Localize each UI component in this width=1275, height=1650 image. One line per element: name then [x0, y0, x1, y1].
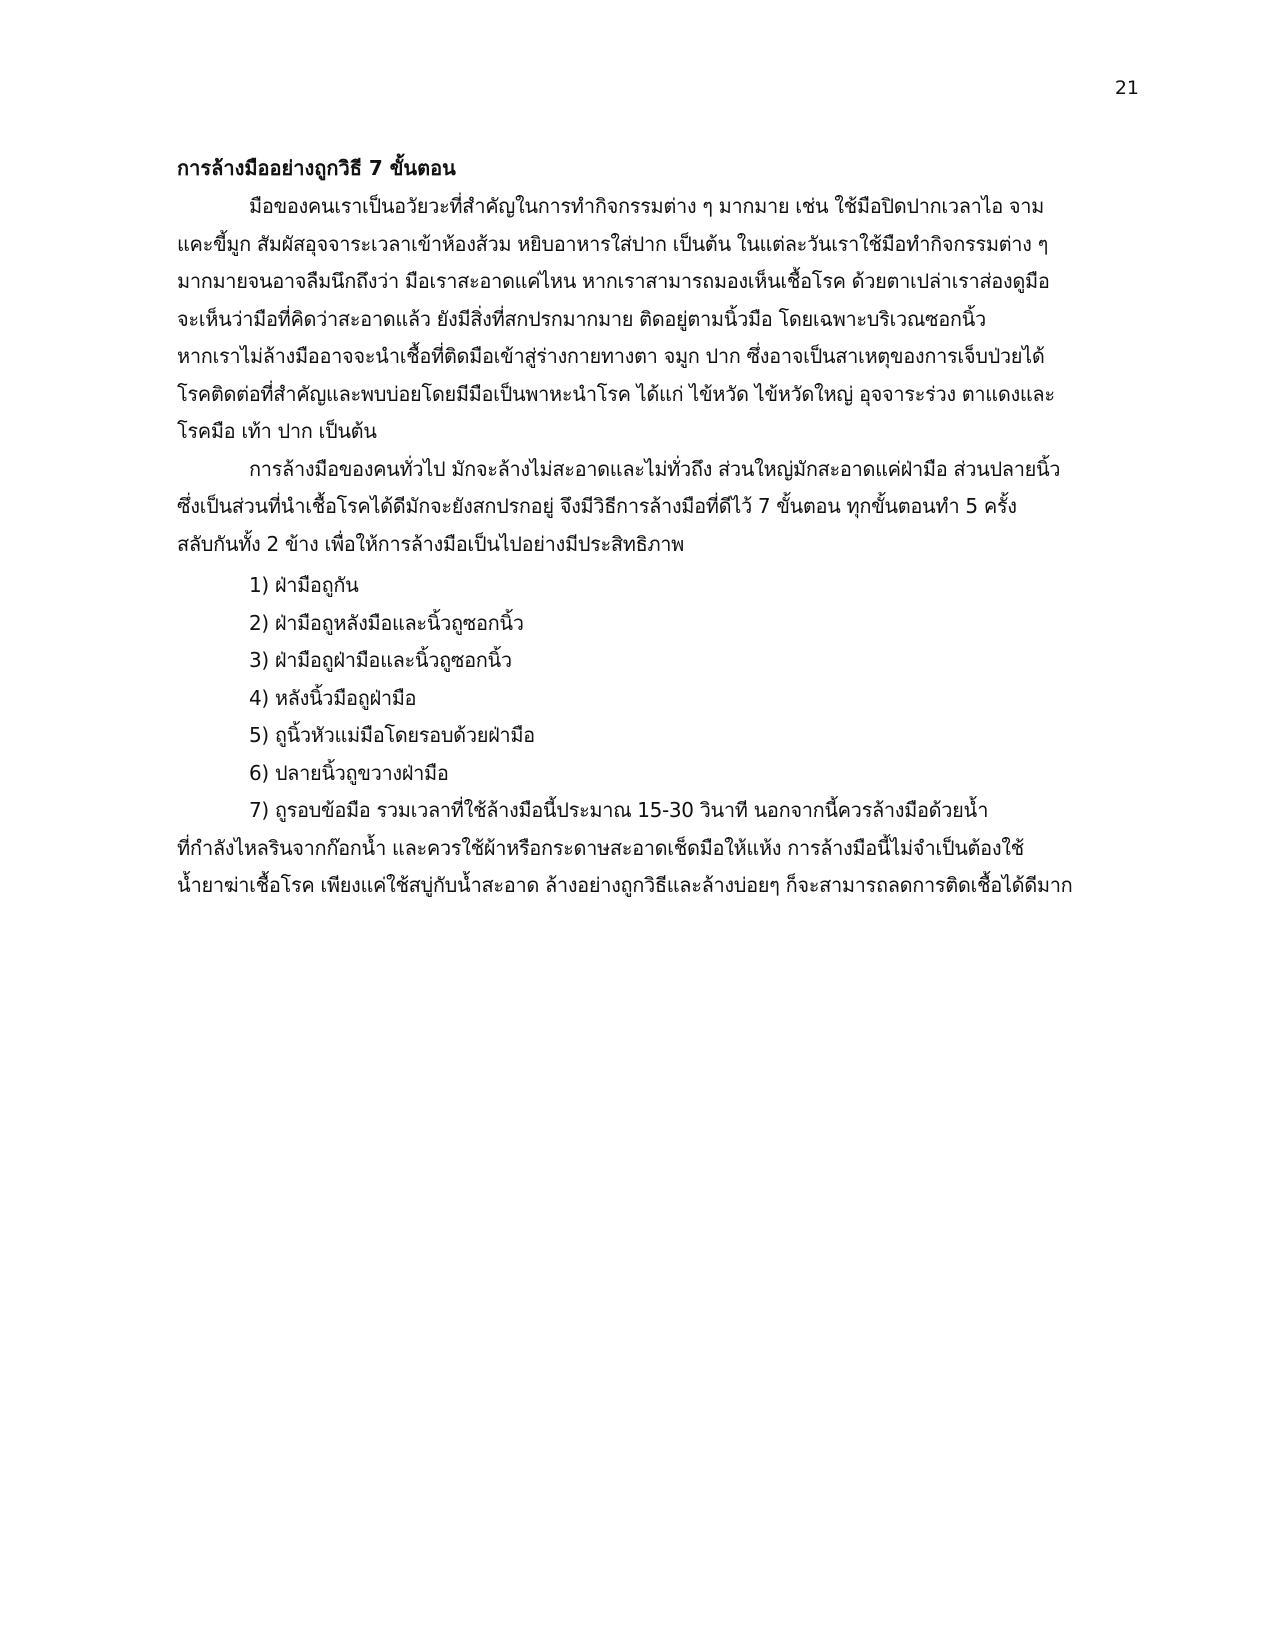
paragraph-line: แคะขี้มูก สัมผัสอุจจาระเวลาเข้าห้องส้วม หยิบอาหารใส่ปาก เป็นต้น ในแต่ละวันเราใช้มือทำกิจกรรมต่าง ๆ: [177, 231, 1048, 256]
paragraph-washing-method: [177, 451, 1107, 564]
paragraph-line: หากเราไม่ล้างมืออาจจะนำเชื้อที่ติดมือเข้าสู่ร่างกายทางตา จมูก ปาก ซึ่งอาจเป็นสาเหตุของการเจ็บป่วยได้: [177, 344, 1045, 368]
list-item: 5) ถูนิ้วหัวแม่มือโดยรอบด้วยฝ่ามือ: [249, 723, 535, 747]
paragraph-line: โรคมือ เท้า ปาก เป็นต้น: [177, 419, 377, 443]
paragraph-line: สลับกันทั้ง 2 ข้าง เพื่อให้การล้างมือเป็นไปอย่างมีประสิทธิภาพ: [177, 531, 685, 556]
list-item: 7) ถูรอบข้อมือ รวมเวลาที่ใช้ล้างมือนี้ประมาณ 15-30 วินาที นอกจากนี้ควรล้างมือด้วยน้ำ: [249, 798, 989, 822]
document-body: [177, 150, 1107, 905]
paragraph-line: ที่กำลังไหลรินจากก๊อกน้ำ และควรใช้ผ้าหรือกระดาษสะอาดเช็ดมือให้แห้ง การล้างมือนี้ไม่จำเป็นต้องใช้: [177, 835, 1024, 860]
list-item: 4) หลังนิ้วมือถูฝ่ามือ: [249, 685, 417, 710]
steps-list: [177, 567, 1107, 830]
list-item: 2) ฝ่ามือถูหลังมือและนิ้วถูซอกนิ้ว: [249, 610, 524, 635]
paragraph-line: โรคติดต่อที่สำคัญและพบบ่อยโดยมีมือเป็นพาหะนำโรค ได้แก่ ไข้หวัด ไข้หวัดใหญ่ อุจจาระร่วง ตาแดงและ: [177, 381, 1055, 406]
paragraph-hand-importance: [177, 188, 1107, 451]
list-item: 1) ฝ่ามือถูกัน: [249, 573, 359, 597]
paragraph-closing: [177, 830, 1107, 905]
paragraph-line: มากมายจนอาจลืมนึกถึงว่า มือเราสะอาดแค่ไหน หากเราสามารถมองเห็นเชื้อโรค ด้วยตาเปล่าเราส่องดูมือ: [177, 269, 1050, 293]
paragraph-line: มือของคนเราเป็นอวัยวะที่สำคัญในการทำกิจกรรมต่าง ๆ มากมาย เช่น ใช้มือปิดปากเวลาไอ จาม: [249, 194, 1044, 218]
list-item: 3) ฝ่ามือถูฝ่ามือและนิ้วถูซอกนิ้ว: [249, 648, 512, 672]
paragraph-line: ซึ่งเป็นส่วนที่นำเชื้อโรคได้ดีมักจะยังสกปรกอยู่ จึงมีวิธีการล้างมือที่ดีไว้ 7 ขั้นตอน ทุกขั้นตอนทำ 5 ครั้ง: [177, 494, 1017, 518]
paragraph-line: การล้างมือของคนทั่วไป มักจะล้างไม่สะอาดและไม่ทั่วถึง ส่วนใหญ่มักสะอาดแค่ฝ่ามือ ส่วนปลายนิ้ว: [249, 456, 1061, 481]
paragraph-line: น้ำยาฆ่าเชื้อโรค เพียงแค่ใช้สบู่กับน้ำสะอาด ล้างอย่างถูกวิธีและล้างบ่อยๆ ก็จะสามารถลดการติดเชื้อได้ดีมาก: [177, 873, 1073, 897]
section-title: การล้างมืออย่างถูกวิธี 7 ขั้นตอน: [177, 156, 456, 180]
list-item: 6) ปลายนิ้วถูขวางฝ่ามือ: [249, 760, 449, 785]
page-number: 21: [1114, 77, 1139, 99]
paragraph-line: จะเห็นว่ามือที่คิดว่าสะอาดแล้ว ยังมีสิ่งที่สกปรกมากมาย ติดอยู่ตามนิ้วมือ โดยเฉพาะบริเวณซอกนิ้ว: [177, 306, 986, 331]
